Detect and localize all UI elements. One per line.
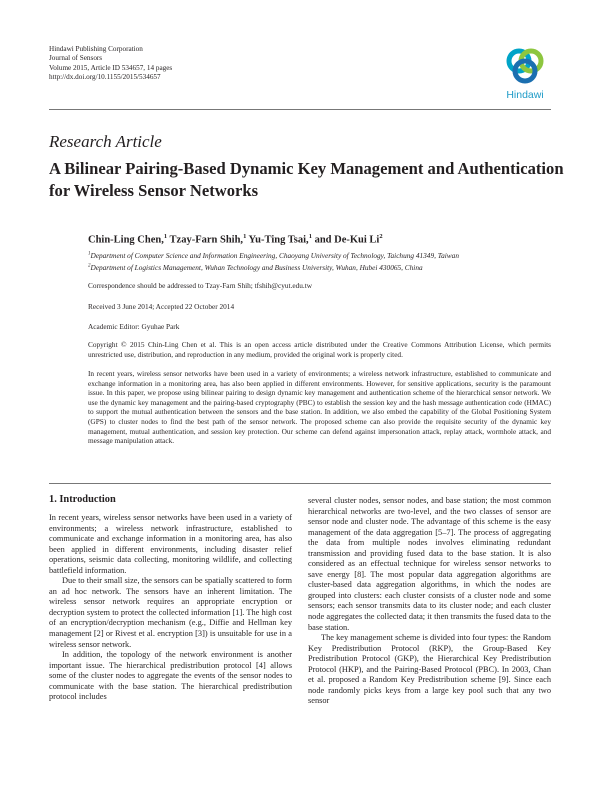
author-name: Tzay-Farn Shih,	[167, 234, 244, 246]
paragraph: Due to their small size, the sensors can be spatially scattered to form an ad hoc network. The sensors have an inherent limitation. The wireless sensor network requires an appropriate encryption or decryption system to protect the collected information [1]. The high cost of an encryption/decryption mechanism (e.g., Diffie and Hellman key management [2] or Rivest et al. encryption [3]) is unsuitable for use in a wireless sensor network.	[49, 576, 292, 649]
publisher-name: Hindawi Publishing Corporation	[49, 45, 143, 53]
author-name: Yu-Ting Tsai,	[246, 234, 309, 246]
author-affiliation-mark: 2	[379, 233, 383, 240]
header-divider	[49, 109, 551, 110]
publication-info	[49, 45, 172, 83]
author-affiliation-mark: 1	[243, 233, 247, 240]
paragraph: several cluster nodes, sensor nodes, and base station; the most common hierarchical networks are two-level, and the two classes of sensor are sensor node and cluster node. The advantage of this scheme is the easy management of the data aggregation [5–7]. The process of aggregating the data from multiple nodes involves eliminating redundant transmission and providing fused data to the base station. It is also considered as an effectual technique for wireless sensor networks to save energy [8]. The most popular data aggregation algorithms are cluster-based data aggregation algorithms, in which the nodes are grouped into clusters: each cluster consists of a cluster node and some sensors; each sensor transmits data to its cluster node; and each cluster node aggregates the collected data; it then transmits the fused data to the base station.	[308, 496, 551, 632]
affiliation-2: $^2$Department of Logistics Management, Wuhan Technology and Business University, Wuhan, Hubei 430065, China	[88, 263, 423, 272]
logo-text: Hindawi	[506, 89, 544, 101]
abstract: In recent years, wireless sensor networks have been used in a variety of environments; a wireless network infrastructure, established to communicate and exchange information in a monitoring area, has also been applied in different environments. However, for sensitive applications, security is the paramount issue. In this paper, we propose using bilinear pairing to design dynamic key management and authentication scheme of the hierarchical sensor network. We use the dynamic key management and the pairing-based cryptography (PBC) to establish the session key and the hash message authentication code (HMAC) to support the mutual authentication between the sensors and the base station. In addition, we also embed the capability of the Global Positioning System (GPS) to cluster nodes to find the best path of the sensor network. The proposed scheme can also provide the requisite security of the dynamic key management, mutual authentication, and session key protection. Our scheme can defend against impersonation attack, replay attack, wormhole attack, and message manipulation attack.	[88, 369, 551, 446]
affiliation-1: $^1$Department of Computer Science and Information Engineering, Chaoyang University of Technology, Taichung 41349, Taiwan	[88, 251, 459, 260]
author-affiliation-mark: 1	[308, 233, 312, 240]
section-heading: 1. Introduction	[49, 494, 116, 505]
copyright-notice: Copyright © 2015 Chin-Ling Chen et al. This is an open access article distributed under the Creative Commons Attribution License, which permits unrestricted use, distribution, and reproduction in any medium, provided the original work is properly cited.	[88, 340, 551, 359]
paragraph: In addition, the topology of the network environment is another important issue. The hierarchical predistribution protocol [4] allows some of the cluster nodes to aggregate the events of the sensor nodes to communicate with the base station. The hierarchical predistribution protocol includes	[49, 650, 292, 702]
author-name: Chin-Ling Chen,	[88, 234, 164, 246]
journal-name: Journal of Sensors	[49, 54, 103, 63]
hindawi-logo-icon	[502, 44, 548, 88]
article-type: Research Article	[49, 132, 162, 151]
author-list	[88, 233, 383, 246]
hindawi-logo	[502, 44, 548, 102]
correspondence: Correspondence should be addressed to Tzay-Farn Shih; tfshih@cyut.edu.tw	[88, 281, 313, 290]
paragraph: The key management scheme is divided into four types: the Random Key Predistribution Protocol (RKP), the Group-Based Key Predistribution Protocol (GKP), the Hierarchical Key Predistribution Protocol (HKP), and the Pairing-Based Protocol (PBC). In 2003, Chan et al. proposed a Random Key Predistribution scheme [9]. Since each node randomly picks keys from a large key pool such that any two sensor	[308, 633, 551, 706]
author-affiliation-mark: 1	[163, 233, 168, 240]
paragraph: In recent years, wireless sensor networks have been used in a variety of environments; a wireless network infrastructure, established to communicate and exchange information in a monitoring area, has also been applied in different environments, including disaster relief operations, seismic data collecting, monitoring wildlife, and collecting battlefield information.	[49, 513, 292, 575]
article-title: A Bilinear Pairing-Based Dynamic Key Management and Authentication for Wireless Sensor Networks	[49, 159, 564, 200]
received-accepted-dates: Received 3 June 2014; Accepted 22 October 2014	[88, 302, 235, 311]
doi-link[interactable]: http://dx.doi.org/10.1155/2015/534657	[49, 73, 161, 82]
volume-info: Volume 2015, Article ID 534657, 14 pages	[49, 63, 173, 72]
left-column	[49, 513, 292, 703]
academic-editor: Academic Editor: Gyuhae Park	[88, 322, 180, 331]
abstract-divider	[49, 483, 551, 484]
author-name: and De-Kui Li	[311, 234, 380, 246]
right-column	[308, 496, 551, 707]
